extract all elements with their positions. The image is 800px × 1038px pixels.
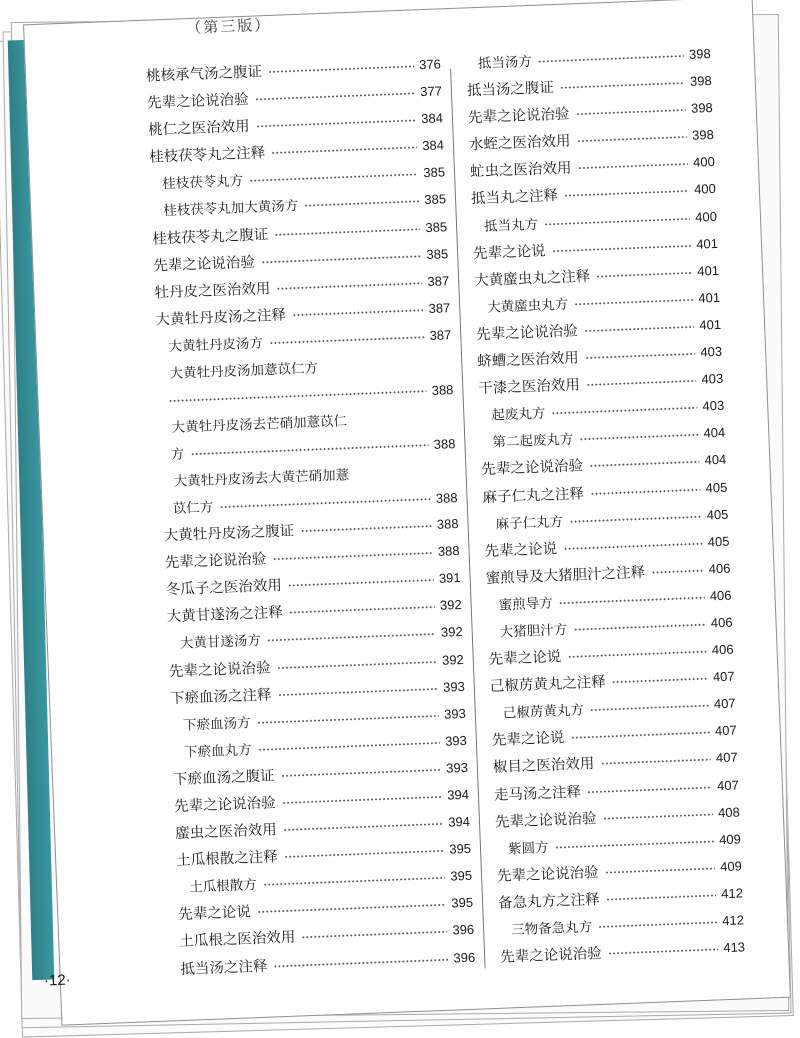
toc-entry-title: 先辈之论说 xyxy=(488,645,565,669)
dot-leader xyxy=(169,390,427,402)
toc-entry-title: 先辈之论说治验 xyxy=(164,547,270,572)
dot-leader xyxy=(249,174,418,182)
toc-entry-page: 388 xyxy=(433,490,458,506)
toc-entry-title: 大黄牡丹皮汤之腹证 xyxy=(163,519,298,545)
dot-leader xyxy=(608,948,718,954)
toc-entry-title-continued: 苡仁方 xyxy=(172,495,217,517)
toc-entry-page: 407 xyxy=(710,669,735,685)
toc-entry-page: 409 xyxy=(717,858,742,874)
toc-entry-page: 393 xyxy=(443,760,468,776)
toc-entry-title: 抵当丸之注释 xyxy=(471,184,563,208)
toc-entry-title: 先辈之论说 xyxy=(484,537,561,561)
toc-entry-title: 先辈之论说治验 xyxy=(500,942,606,967)
toc-entry-page: 400 xyxy=(692,208,717,224)
toc-entry-page: 398 xyxy=(686,46,711,62)
toc-entry-title: 下瘀血汤之注释 xyxy=(170,683,276,708)
running-header: （第三版） xyxy=(186,14,272,38)
dot-leader xyxy=(652,569,704,573)
toc-entry-title: 备急丸方之注释 xyxy=(498,888,604,913)
dot-leader xyxy=(269,336,424,344)
toc-entry-page: 377 xyxy=(417,83,442,99)
dot-leader xyxy=(590,488,700,494)
dot-leader xyxy=(273,552,433,560)
toc-entry-title: 桂枝茯苓丸之注释 xyxy=(149,141,270,167)
dot-leader xyxy=(578,163,688,169)
dot-leader xyxy=(220,498,431,508)
toc-entry-title: 抵当汤之腹证 xyxy=(466,76,558,100)
dot-leader xyxy=(564,542,703,549)
dot-leader xyxy=(301,525,432,532)
toc-entry-page: 409 xyxy=(716,831,741,847)
toc-entry-title: 先辈之论说治验 xyxy=(481,454,587,479)
toc-entry-page: 401 xyxy=(694,263,719,279)
toc-entry-title: 己椒苈黄丸之注释 xyxy=(489,671,610,697)
toc-entry-title: 水蛭之医治效用 xyxy=(469,130,575,155)
toc-entry-title: 先辈之论说治验 xyxy=(495,806,601,831)
dot-leader xyxy=(191,444,429,455)
toc-entry-title: 先辈之论说治验 xyxy=(169,656,275,681)
toc-entry-page: 393 xyxy=(442,733,467,749)
toc-entry-title: 己椒苈黄丸方 xyxy=(502,698,588,721)
toc-entry-page: 376 xyxy=(416,56,441,72)
dot-leader xyxy=(544,217,690,225)
dot-leader xyxy=(257,904,446,913)
toc-entry-title: 先辈之论说治验 xyxy=(476,319,582,344)
toc-entry-page: 401 xyxy=(696,317,721,333)
toc-entry-title: 先辈之论说治验 xyxy=(497,861,603,886)
toc-entry-page: 394 xyxy=(445,814,470,830)
toc-entry-page: 388 xyxy=(434,516,459,532)
toc-entry-page: 406 xyxy=(708,615,733,631)
toc-entry-page: 385 xyxy=(420,165,445,181)
dot-leader xyxy=(555,840,714,848)
toc-entry-title: 大黄䗪虫丸之注释 xyxy=(474,264,595,290)
toc-entry-title: 下瘀血汤方 xyxy=(183,711,255,734)
dot-leader xyxy=(586,380,696,386)
toc-entry-title: 先辈之论说治验 xyxy=(174,791,280,816)
toc-entry-title: 麻子仁丸之注释 xyxy=(482,482,588,507)
dot-leader xyxy=(585,353,695,359)
toc-entry-page: 407 xyxy=(713,750,738,766)
toc-entry-page: 401 xyxy=(695,290,720,306)
toc-left-column xyxy=(146,53,476,984)
dot-leader xyxy=(257,715,439,724)
toc-entry-title: 先辈之论说治验 xyxy=(153,250,259,275)
toc-entry-page: 391 xyxy=(436,570,461,586)
toc-entry-title: 三物备急丸方 xyxy=(511,915,597,938)
dot-leader xyxy=(574,299,693,306)
toc-entry-title: 大黄甘遂汤之注释 xyxy=(166,601,287,627)
dot-leader xyxy=(605,867,715,873)
dot-leader xyxy=(574,624,706,631)
dot-leader xyxy=(276,282,422,290)
toc-entry-title: 大黄䗪虫丸方 xyxy=(487,292,573,315)
dot-leader xyxy=(277,660,437,668)
dot-leader xyxy=(292,309,423,316)
toc-entry-page: 412 xyxy=(719,912,744,928)
toc-entry-title: 䗪虫之医治效用 xyxy=(175,818,281,843)
toc-entry-page: 388 xyxy=(428,382,453,398)
dot-leader xyxy=(281,769,441,777)
dot-leader xyxy=(284,850,444,858)
toc-entry-page: 405 xyxy=(704,533,729,549)
toc-entry-page: 407 xyxy=(712,723,737,739)
toc-entry-title: 下瘀血丸方 xyxy=(184,738,256,761)
toc-entry-page: 393 xyxy=(440,679,465,695)
toc-right-column xyxy=(465,43,745,973)
toc-entry-page: 413 xyxy=(720,939,745,955)
dot-leader xyxy=(577,136,687,142)
dot-leader xyxy=(568,651,707,658)
toc-entry-title: 先辈之论说治验 xyxy=(468,103,574,128)
toc-entry-page: 403 xyxy=(699,398,724,414)
toc-entry-page: 384 xyxy=(419,138,444,154)
toc-entry-page: 407 xyxy=(714,777,739,793)
toc-entry-page: 385 xyxy=(423,246,448,262)
toc-entry-page: 406 xyxy=(705,560,730,576)
toc-entry-page: 396 xyxy=(450,949,475,965)
toc-page xyxy=(23,0,791,1026)
toc-entry-page: 398 xyxy=(687,73,712,89)
toc-entry-page: 403 xyxy=(697,344,722,360)
dot-leader xyxy=(612,678,708,684)
toc-entry-page: 392 xyxy=(439,651,464,667)
toc-entry-title: 桃核承气汤之腹证 xyxy=(146,60,267,86)
toc-entry-title: 下瘀血汤之腹证 xyxy=(173,764,279,789)
toc-entry-page: 407 xyxy=(711,696,736,712)
toc-entry-page: 400 xyxy=(691,181,716,197)
dot-leader xyxy=(551,407,697,415)
dot-leader xyxy=(255,92,415,100)
toc-entry-title: 大猪胆汁方 xyxy=(499,618,571,641)
toc-entry-title: 冬瓜子之医治效用 xyxy=(165,574,286,600)
toc-entry-title: 土瓜根散方 xyxy=(189,873,261,896)
dot-leader xyxy=(268,65,414,73)
toc-entry-title: 抵当丸方 xyxy=(484,212,543,234)
toc-entry-page: 395 xyxy=(446,841,471,857)
dot-leader xyxy=(278,688,438,696)
toc-entry-page: 405 xyxy=(703,506,728,522)
toc-entry-page: 406 xyxy=(706,587,731,603)
dot-leader xyxy=(273,958,448,967)
toc-entry-title-continued: 方 xyxy=(170,442,188,463)
toc-entry-title: 抵当汤方 xyxy=(477,50,536,72)
toc-entry-title: 大黄牡丹皮汤加薏苡仁方 xyxy=(169,356,322,382)
dot-leader xyxy=(263,877,445,886)
toc-entry-title: 起废丸方 xyxy=(491,402,550,424)
toc-entry-title: 大黄牡丹皮汤去大黄芒硝加薏 xyxy=(173,463,353,490)
dot-leader xyxy=(301,931,447,939)
toc-entry-page: 387 xyxy=(424,273,449,289)
dot-leader xyxy=(261,255,421,263)
dot-leader xyxy=(271,147,417,155)
toc-entry-page: 403 xyxy=(698,371,723,387)
toc-entry-page: 404 xyxy=(700,425,725,441)
dot-leader xyxy=(576,109,686,115)
dot-leader xyxy=(560,82,685,89)
toc-entry-title: 干漆之医治效用 xyxy=(478,373,584,398)
dot-leader xyxy=(283,823,443,831)
dot-leader xyxy=(587,786,712,793)
toc-entry-page: 388 xyxy=(435,543,460,559)
dot-leader xyxy=(552,245,691,252)
toc-entry-page: 398 xyxy=(688,100,713,116)
dot-leader xyxy=(289,606,435,614)
toc-entry-page: 388 xyxy=(430,436,455,452)
toc-entry-page: 392 xyxy=(437,597,462,613)
toc-entry-title: 大黄牡丹皮汤之注释 xyxy=(155,303,290,329)
toc-entry-title: 先辈之论说 xyxy=(178,900,255,924)
toc-entry-page: 404 xyxy=(701,452,726,468)
dot-leader xyxy=(569,515,701,522)
toc-entry-title: 桂枝茯苓丸之腹证 xyxy=(152,223,273,249)
toc-entry-title: 桃仁之医治效用 xyxy=(148,115,254,140)
dot-leader xyxy=(589,461,699,467)
toc-entry-title: 大黄牡丹皮汤去芒硝加薏苡仁 xyxy=(171,409,351,436)
toc-entry-title: 桂枝茯苓丸方 xyxy=(162,169,248,192)
toc-entry-page: 385 xyxy=(421,192,446,208)
toc-entry-title: 大黄甘遂汤方 xyxy=(179,629,265,652)
dot-leader xyxy=(258,742,440,751)
toc-entry-title: 桂枝茯苓丸加大黄汤方 xyxy=(163,194,303,219)
toc-entry-page: 395 xyxy=(447,868,472,884)
page-number: ·12· xyxy=(44,971,71,989)
toc-entry-page: 387 xyxy=(425,300,450,316)
toc-entry-page: 384 xyxy=(418,111,443,127)
dot-leader xyxy=(601,759,711,765)
dot-leader xyxy=(571,732,710,739)
dot-leader xyxy=(579,434,698,441)
dot-leader xyxy=(606,894,716,900)
toc-entry-title: 牡丹皮之医治效用 xyxy=(154,277,275,303)
toc-entry-page: 405 xyxy=(702,479,727,495)
toc-entry-page: 412 xyxy=(718,885,743,901)
dot-leader xyxy=(282,796,442,804)
toc-entry-title: 大黄牡丹皮汤方 xyxy=(168,331,267,355)
dot-leader xyxy=(598,921,717,928)
toc-entry-title: 先辈之论说 xyxy=(473,239,550,263)
toc-entry-title: 土瓜根之医治效用 xyxy=(179,926,300,952)
toc-entry-title: 麻子仁丸方 xyxy=(495,509,567,532)
toc-entry-page: 408 xyxy=(715,804,740,820)
dot-leader xyxy=(584,326,694,332)
toc-entry-page: 400 xyxy=(690,154,715,170)
toc-entry-page: 385 xyxy=(422,219,447,235)
dot-leader xyxy=(538,55,684,63)
toc-entry-title: 紫圆方 xyxy=(508,835,553,857)
toc-entry-title: 先辈之论说 xyxy=(491,726,568,750)
toc-entry-page: 401 xyxy=(693,236,718,252)
toc-entry-title: 蜜煎导及大猪胆汁之注释 xyxy=(485,561,649,588)
toc-entry-title: 椒目之医治效用 xyxy=(492,752,598,777)
dot-leader xyxy=(596,272,692,278)
toc-entry-title: 蜜煎导方 xyxy=(498,591,557,613)
toc-entry-page: 387 xyxy=(426,327,451,343)
dot-leader xyxy=(304,201,419,207)
toc-entry-page: 406 xyxy=(709,642,734,658)
dot-leader xyxy=(256,120,416,128)
toc-entry-title: 虻虫之医治效用 xyxy=(470,157,576,182)
toc-entry-page: 394 xyxy=(444,787,469,803)
dot-leader xyxy=(288,579,434,587)
dot-leader xyxy=(590,705,709,712)
toc-entry-page: 398 xyxy=(689,127,714,143)
toc-entry-title: 蛴螬之医治效用 xyxy=(477,346,583,371)
dot-leader xyxy=(267,633,436,641)
dot-leader xyxy=(274,228,420,236)
toc-entry-title: 土瓜根散之注释 xyxy=(176,845,282,870)
dot-leader xyxy=(559,597,705,605)
toc-entry-page: 395 xyxy=(448,895,473,911)
dot-leader xyxy=(603,813,713,819)
toc-entry-title: 抵当汤之注释 xyxy=(180,954,272,978)
toc-entry-page: 393 xyxy=(441,706,466,722)
toc-entry-page: 392 xyxy=(438,624,463,640)
toc-entry-page: 396 xyxy=(449,922,474,938)
toc-entry-title: 先辈之论说治验 xyxy=(147,88,253,113)
toc-entry-title: 走马汤之注释 xyxy=(494,780,586,804)
dot-leader xyxy=(564,190,689,197)
toc-entry-title: 第二起废丸方 xyxy=(492,428,578,451)
